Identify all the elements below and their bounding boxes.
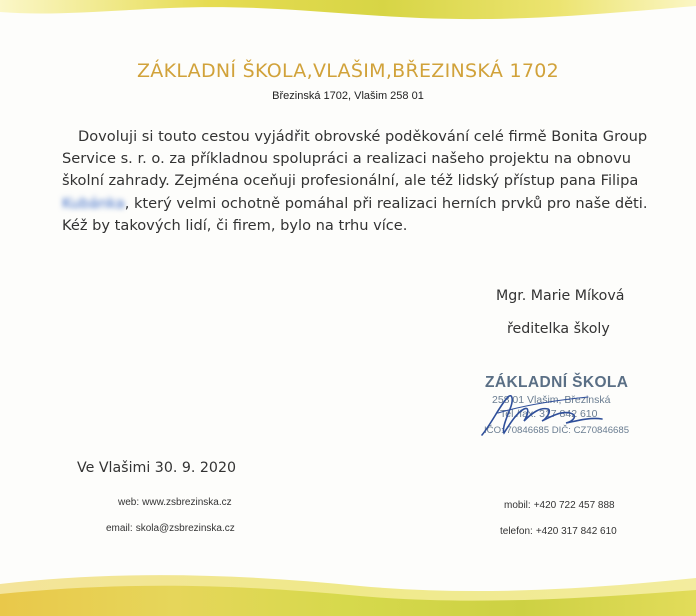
footer-email-link[interactable]: skola@zsbrezinska.cz — [135, 523, 235, 534]
stamp-ids: IČO: 70846685 DIČ: CZ70846685 — [484, 425, 630, 436]
footer-telefon — [500, 526, 617, 537]
footer-email — [106, 523, 235, 534]
letter-text-part2: , který velmi ochotně pomáhal při realizaci herních prvků pro naše děti. Kéž by takových lidí, či firem, bylo na trhu více. — [62, 194, 648, 234]
stamp-title: ZÁKLADNÍ ŠKOLA — [485, 374, 629, 391]
redacted-surname: Kubánka — [62, 194, 125, 212]
footer-mobil-value: +420 722 457 888 — [533, 500, 615, 511]
handwritten-signature — [478, 383, 611, 443]
letter-paragraph — [62, 126, 662, 237]
signer-role: ředitelka školy — [507, 321, 610, 337]
bottom-decorative-wave — [0, 564, 696, 616]
footer-telefon-label: telefon: — [500, 526, 533, 537]
stamp-phone: Tel./fax: 317 842 610 — [500, 408, 598, 420]
top-decorative-wave — [0, 0, 696, 28]
footer-web — [118, 497, 232, 508]
signer-name: Mgr. Marie Míková — [496, 288, 625, 304]
letter-text-part1: Dovoluji si touto cestou vyjádřit obrovské poděkování celé firmě Bonita Group Service s. r. o. za příkladnou spolupráci a realizaci našeho projektu na obnovu školní zahrady. Zejména oceňuji profesionální, ale též lidský přístup pana Filipa — [62, 128, 648, 190]
footer-mobil-label: mobil: — [504, 500, 531, 511]
footer-telefon-value: +420 317 842 610 — [535, 526, 617, 537]
footer-email-label: email: — [106, 523, 133, 534]
school-address: Březinská 1702, Vlašim 258 01 — [272, 90, 424, 102]
footer-web-link[interactable]: www.zsbrezinska.cz — [142, 497, 232, 508]
place-date: Ve Vlašimi 30. 9. 2020 — [77, 460, 237, 476]
letter-body — [62, 126, 662, 237]
footer-web-label: web: — [118, 497, 140, 508]
stamp-address: 258 01 Vlašim, Březinská — [492, 394, 611, 406]
footer-mobil — [504, 500, 615, 511]
school-title: ZÁKLADNÍ ŠKOLA,VLAŠIM,BŘEZINSKÁ 1702 — [136, 60, 560, 82]
